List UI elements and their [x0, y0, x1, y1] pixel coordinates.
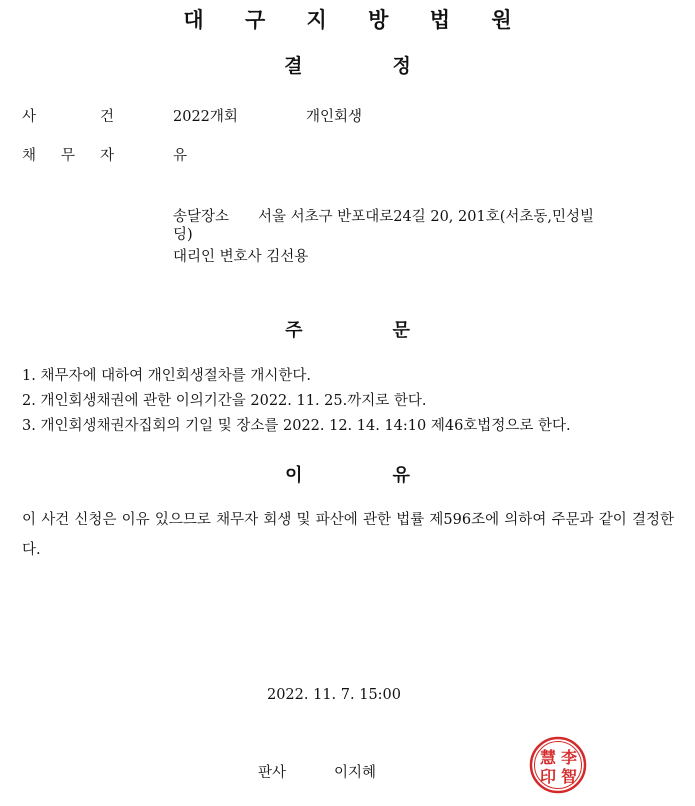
document-title-char-2: 정 [392, 55, 411, 77]
service-address-line-1: 서울 서초구 반포대로24길 20, 201호(서초동,민성빌 [258, 209, 595, 225]
case-type: 개인회생 [306, 109, 363, 125]
order-title [0, 316, 695, 342]
case-label-char-1: 사 [22, 109, 37, 125]
debtor-label-char-1: 채 [22, 148, 37, 164]
agent-line: 대리인 변호사 김선용 [173, 249, 309, 265]
order-item-3: 3. 개인회생채권자집회의 기일 및 장소를 2022. 12. 14. 14:10 제46호법정으로 한다. [22, 418, 571, 434]
reason-title [0, 461, 695, 487]
order-title-char-1: 주 [285, 320, 303, 341]
reason-title-char-2: 유 [392, 465, 410, 486]
debtor-name: 유 [173, 148, 188, 164]
order-item-1: 1. 채무자에 대하여 개인회생절차를 개시한다. [22, 368, 312, 384]
decision-date: 2022. 11. 7. 15:00 [266, 687, 402, 703]
court-name: 대 구 지 방 법 원 [183, 8, 529, 32]
document-title [0, 51, 695, 78]
judge-title: 판사 [258, 765, 287, 781]
reason-text: 이 사건 신청은 이유 있으므로 채무자 회생 및 파산에 관한 법률 제596조에 의하여 주문과 같이 결정한다. [22, 512, 674, 558]
order-item-2: 2. 개인회생채권에 관한 이의기간을 2022. 11. 25.까지로 한다. [22, 393, 427, 409]
service-address-line-2: 딩) [173, 227, 193, 243]
debtor-label-char-2: 무 [61, 148, 76, 164]
judge-seal [528, 735, 588, 795]
seal-char-2: 智 [560, 767, 578, 786]
order-title-char-2: 문 [392, 320, 410, 341]
case-label-char-2: 건 [100, 109, 115, 125]
seal-char-3: 慧 [539, 748, 557, 767]
document-title-char-1: 결 [284, 55, 303, 77]
reason-title-char-1: 이 [285, 465, 303, 486]
judge-name: 이지혜 [334, 765, 377, 781]
seal-char-4: 印 [539, 767, 557, 786]
seal-char-1: 李 [560, 748, 578, 767]
debtor-label-char-3: 자 [100, 148, 115, 164]
case-number: 2022개회 [173, 109, 238, 125]
service-address-label: 송달장소 [173, 209, 230, 225]
